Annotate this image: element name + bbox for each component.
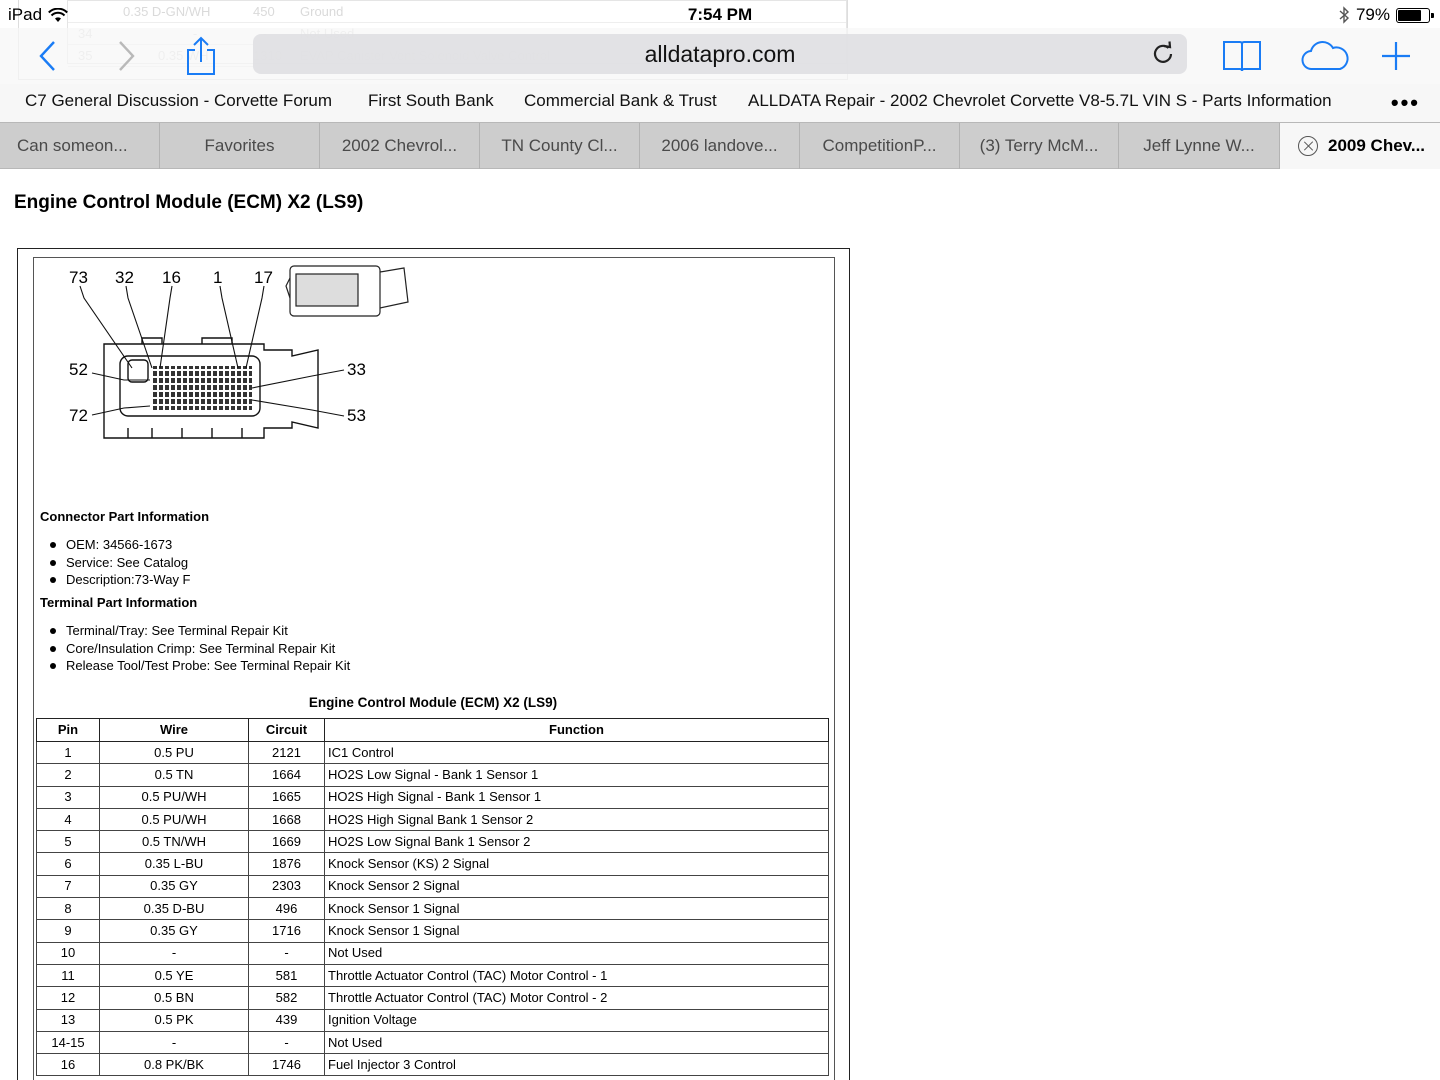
function-cell: Ignition Voltage [325,1009,829,1031]
list-item: Core/Insulation Crimp: See Terminal Repair Kit [50,641,350,659]
circuit-cell: 582 [249,987,325,1009]
tab[interactable] [320,123,480,169]
wire-cell: - [100,1031,249,1053]
column-header: Circuit [249,719,325,742]
tab-label: Favorites [204,136,275,155]
bookmark-link[interactable]: First South Bank [368,91,494,110]
function-cell: Knock Sensor 1 Signal [325,898,829,920]
tab[interactable] [1119,123,1280,169]
pin-table [36,718,829,1076]
circuit-cell: 439 [249,1009,325,1031]
battery-percent: 79% [1355,5,1390,24]
circuit-cell: 1669 [249,831,325,853]
tab-label: 2009 Chev... [1328,136,1426,155]
table-header-row [37,719,829,742]
circuit-cell: - [249,1031,325,1053]
pin-cell: 9 [37,920,100,942]
terminal-info-list [50,623,350,676]
tab[interactable] [960,123,1119,169]
pin-table-title: Engine Control Module (ECM) X2 (LS9) [308,695,558,710]
list-item: Terminal/Tray: See Terminal Repair Kit [50,623,350,641]
circuit-cell: 1668 [249,808,325,830]
wire-cell: 0.35 L-BU [100,853,249,875]
tab[interactable] [480,123,640,169]
circuit-cell: 581 [249,964,325,986]
pin-cell: 10 [37,942,100,964]
pin-cell: 16 [37,1054,100,1076]
table-row [37,942,829,964]
wire-cell: 0.5 TN/WH [100,831,249,853]
icloud-tabs-button[interactable] [1300,36,1350,76]
tab-label: CompetitionP... [822,136,937,155]
bookmarks-bar [0,84,1440,122]
pin-cell: 4 [37,808,100,830]
wire-cell: 0.5 BN [100,987,249,1009]
table-row [37,920,829,942]
back-button[interactable] [28,36,68,76]
list-item: Release Tool/Test Probe: See Terminal Repair Kit [50,658,350,676]
clock: 7:54 PM [687,5,753,24]
pin-cell: 5 [37,831,100,853]
wire-cell: 0.35 D-BU [100,898,249,920]
wire-cell: 0.8 PK/BK [100,1054,249,1076]
function-cell: IC1 Control [325,742,829,764]
tab-label: (3) Terry McM... [979,136,1099,155]
function-cell: Throttle Actuator Control (TAC) Motor Control - 2 [325,987,829,1009]
circuit-cell: 1716 [249,920,325,942]
wire-cell: - [100,942,249,964]
url-text[interactable]: alldatapro.com [644,41,796,67]
pin-label-53: 53 [347,406,366,425]
tab-label: 2002 Chevrol... [341,136,458,155]
tab-label: TN County Cl... [501,136,618,155]
pin-cell: 1 [37,742,100,764]
safari-toolbar [0,28,1440,84]
wire-cell: 0.5 YE [100,964,249,986]
tab[interactable] [160,123,320,169]
status-right [1338,5,1430,25]
wire-cell: 0.35 GY [100,920,249,942]
battery-level [1398,10,1421,21]
battery-icon [1396,8,1430,23]
pin-cell: 13 [37,1009,100,1031]
circuit-cell: 1746 [249,1054,325,1076]
wire-cell: 0.5 PU/WH [100,808,249,830]
circuit-cell: - [249,942,325,964]
column-header: Pin [37,719,100,742]
pin-table-body [37,742,829,1076]
page-title: Engine Control Module (ECM) X2 (LS9) [14,192,364,213]
pin-label-1: 1 [213,268,223,287]
circuit-cell: 1665 [249,786,325,808]
pin-label-73: 73 [69,268,88,287]
function-cell: Fuel Injector 3 Control [325,1054,829,1076]
pin-cell: 8 [37,898,100,920]
table-row [37,853,829,875]
function-cell: Knock Sensor (KS) 2 Signal [325,853,829,875]
pin-cell: 6 [37,853,100,875]
table-row [37,742,829,764]
circuit-cell: 496 [249,898,325,920]
pin-label-16: 16 [162,268,181,287]
function-cell: Knock Sensor 2 Signal [325,875,829,897]
function-cell: Not Used [325,1031,829,1053]
list-item: Description:73-Way F [50,572,191,590]
table-row [37,898,829,920]
close-tab-icon[interactable] [1298,136,1318,156]
device-name: iPad [8,5,43,24]
table-row [37,964,829,986]
function-cell: HO2S Low Signal - Bank 1 Sensor 1 [325,764,829,786]
forward-icon [116,40,136,72]
ghost-wire: 0.35 D-GN/WH [123,4,211,19]
connector-pin-grid [152,366,252,410]
column-header: Wire [100,719,249,742]
pin-label-32: 32 [115,268,134,287]
bookmarks-button[interactable] [1222,36,1262,76]
more-bookmarks-icon[interactable]: ••• [1390,90,1420,115]
table-row [37,764,829,786]
pin-label-33: 33 [347,360,366,379]
bookmark-link[interactable]: ALLDATA Repair - 2002 Chevrolet Corvette V8-5.7L VIN S - Parts Information [748,91,1332,110]
function-cell: HO2S High Signal Bank 1 Sensor 2 [325,808,829,830]
pin-cell: 2 [37,764,100,786]
wire-cell: 0.5 PK [100,1009,249,1031]
pin-cell: 11 [37,964,100,986]
address-bar[interactable] [253,34,1187,74]
table-row [37,808,829,830]
share-icon [186,36,216,76]
table-row [37,987,829,1009]
table-row [37,786,829,808]
tab[interactable] [0,123,160,169]
reload-icon[interactable] [1149,40,1177,68]
status-bar [0,0,1440,30]
function-cell: HO2S High Signal - Bank 1 Sensor 1 [325,786,829,808]
icloud-tabs-icon [1300,40,1350,72]
table-row [37,1009,829,1031]
function-cell: Throttle Actuator Control (TAC) Motor Control - 1 [325,964,829,986]
new-tab-icon [1380,40,1412,72]
table-row [37,875,829,897]
tab-active[interactable] [1280,123,1440,169]
bookmarks-icon [1222,39,1262,73]
wire-cell: 0.5 PU [100,742,249,764]
connector-info-heading: Connector Part Information [40,509,210,524]
forward-button[interactable] [106,36,146,76]
pin-cell: 3 [37,786,100,808]
ghost-circuit: 450 [253,4,275,19]
pin-cell: 7 [37,875,100,897]
pin-cell: 12 [37,987,100,1009]
connector-info-list [50,537,191,590]
bluetooth-icon [1338,6,1350,24]
back-icon [38,40,58,72]
tab-label: 2006 landove... [661,136,778,155]
list-item: OEM: 34566-1673 [50,537,191,555]
tab[interactable] [640,123,800,169]
pin-cell: 14-15 [37,1031,100,1053]
tab-label: Can someon... [17,136,128,155]
pin-label-17: 17 [254,268,273,287]
connector-inset-image [286,266,408,316]
list-item: Service: See Catalog [50,555,191,573]
bookmark-link[interactable]: Commercial Bank & Trust [524,91,717,110]
wire-cell: 0.5 TN [100,764,249,786]
ghost-function: Ground [300,4,344,19]
bookmark-link[interactable]: C7 General Discussion - Corvette Forum [25,91,333,110]
table-row [37,1054,829,1076]
function-cell: Knock Sensor 1 Signal [325,920,829,942]
circuit-cell: 1876 [249,853,325,875]
wire-cell: 0.35 GY [100,875,249,897]
wire-cell: 0.5 PU/WH [100,786,249,808]
column-header: Function [325,719,829,742]
function-cell: HO2S Low Signal Bank 1 Sensor 2 [325,831,829,853]
tab[interactable] [800,123,960,169]
terminal-info-heading: Terminal Part Information [40,595,198,610]
new-tab-button[interactable] [1376,36,1416,76]
connector-diagram [32,258,432,448]
tab-label: Jeff Lynne W... [1143,136,1255,155]
table-row [37,831,829,853]
circuit-cell: 2303 [249,875,325,897]
pin-label-52: 52 [69,360,88,379]
circuit-cell: 1664 [249,764,325,786]
circuit-cell: 2121 [249,742,325,764]
function-cell: Not Used [325,942,829,964]
table-row [37,1031,829,1053]
tab-bar [0,122,1440,169]
share-button[interactable] [181,36,221,76]
pin-label-72: 72 [69,406,88,425]
